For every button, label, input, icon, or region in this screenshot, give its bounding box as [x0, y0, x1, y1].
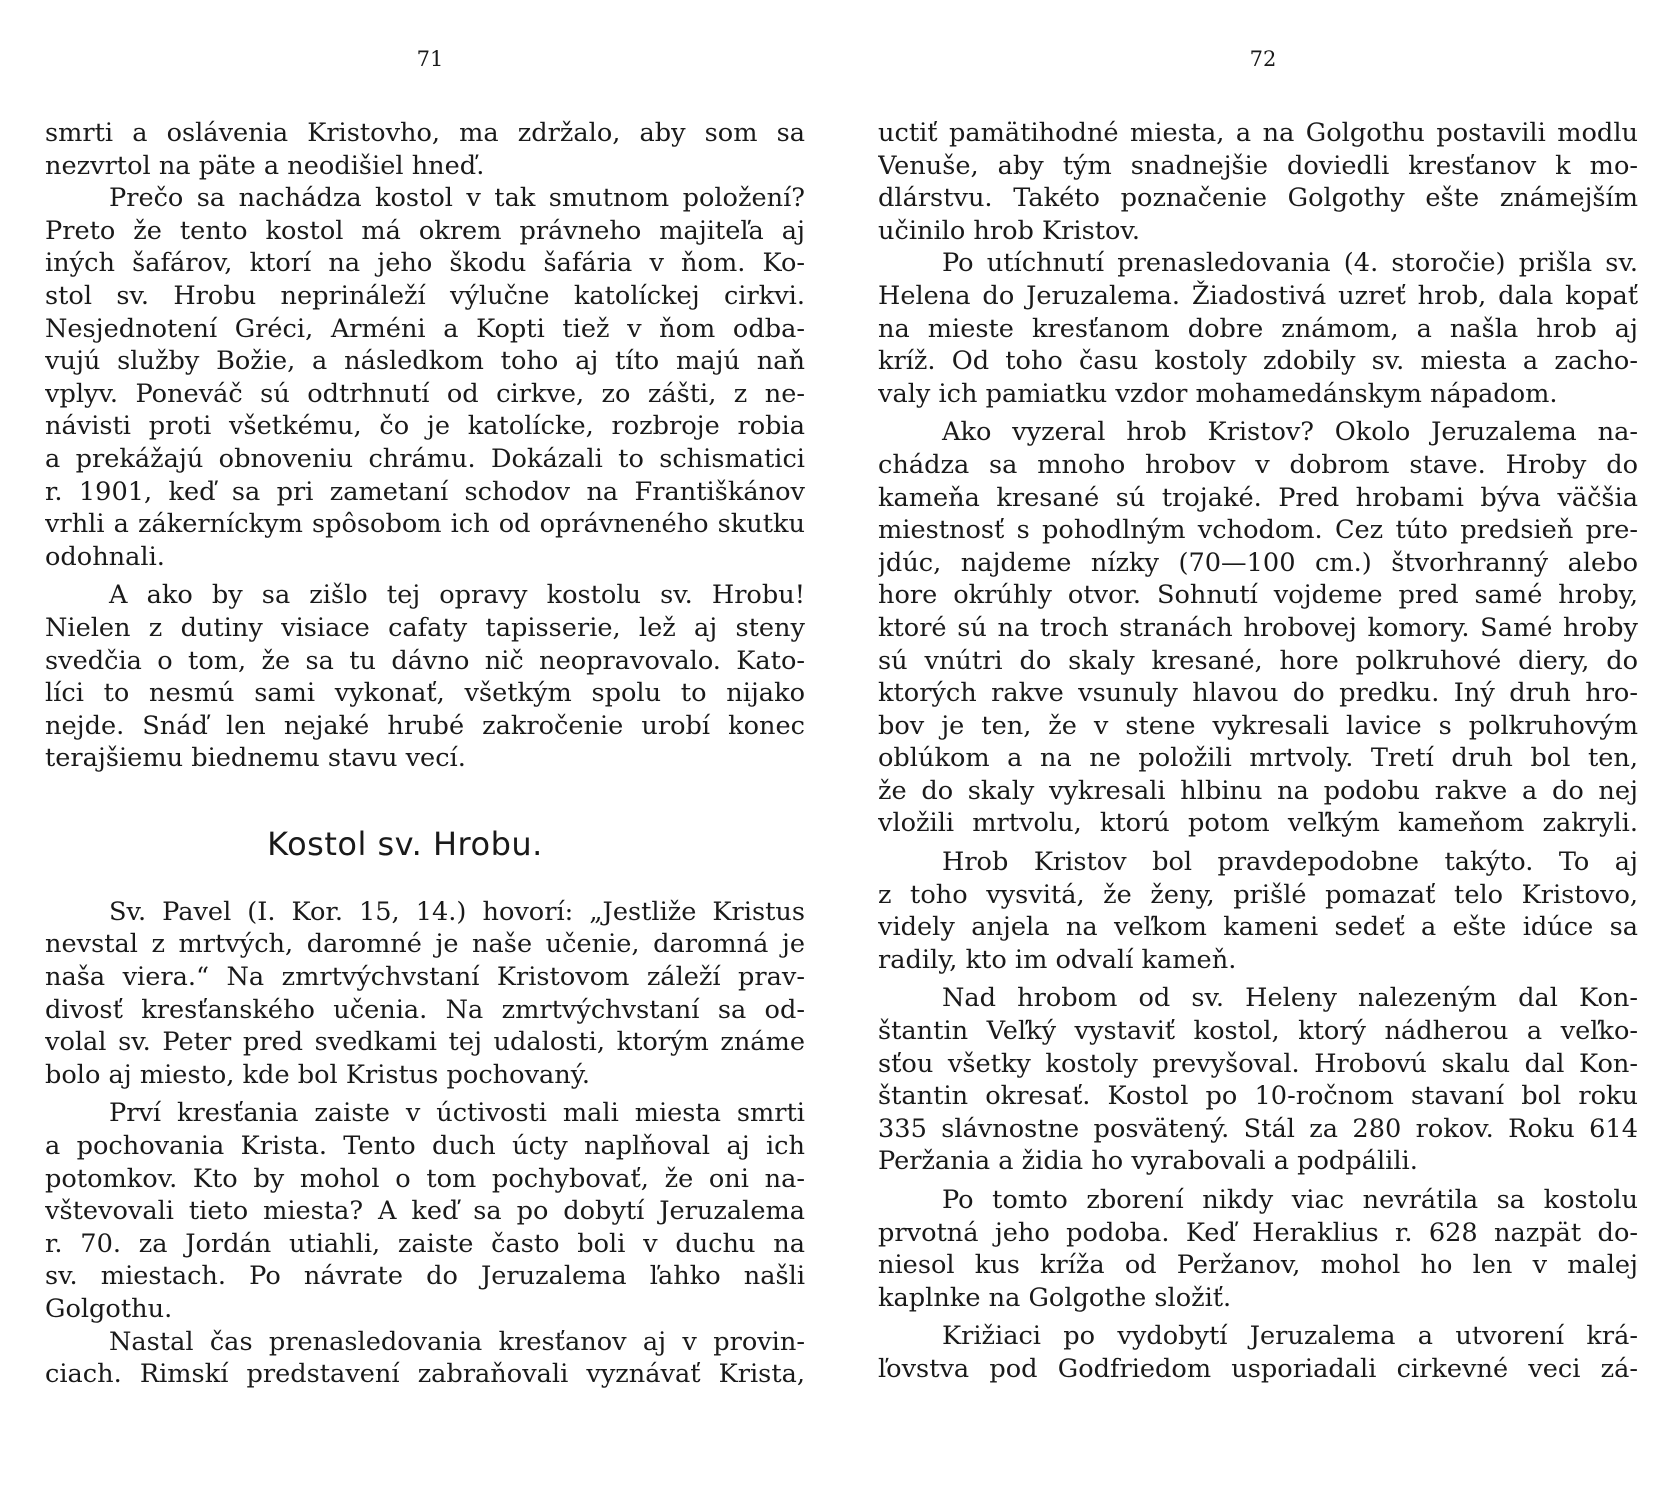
text-line: hore okrúhly otvor. Sohnutí vojdeme pred samé hroby,: [878, 580, 1638, 611]
text-line: iných šafárov, ktorí na jeho škodu šafária v ňom. Ko-: [45, 248, 805, 279]
text-line: štantin Veľký vystaviť kostol, ktorý nádherou a veľko-: [878, 1016, 1638, 1047]
text-line: divosť kresťanského učenia. Na zmrtvýchvstaní sa od-: [45, 994, 805, 1025]
text-line: a prekážajú obnoveniu chrámu. Dokázali to schismatici: [45, 443, 805, 474]
text-line: valy ich pamiatku vzdor mohamedánskym nápadom.: [878, 378, 1558, 409]
text-line: 335 slávnostne posvätený. Stál za 280 rokov. Roku 614: [878, 1113, 1638, 1144]
text-line: ľovstva pod Godfriedom usporiadali cirkevné veci zá-: [878, 1353, 1638, 1384]
paragraph: [878, 982, 1638, 1178]
text-line: terajšiemu biednemu stavu vecí.: [45, 743, 466, 774]
text-line: dlárstvu. Takéto poznačenie Golgothy ešte známejším: [878, 183, 1638, 214]
text-line: videly anjela na veľkom kameni sedeť a ešte idúce sa: [878, 912, 1638, 943]
text-line: nevstal z mrtvých, daromné je naše učenie, daromná je: [45, 929, 805, 960]
text-line: kameňa kresané sú trojaké. Pred hrobami býva väčšia: [878, 482, 1638, 513]
text-line: sťou všetky kostoly prevyšoval. Hrobovú skalu dal Kon-: [878, 1048, 1638, 1079]
paragraph: [45, 182, 805, 573]
text-line: jdúc, najdeme nízky (70—100 cm.) štvorhranný alebo: [878, 547, 1638, 578]
text-line: r. 1901, keď sa pri zametaní schodov na Františkánov: [45, 476, 805, 507]
text-line: svedčia o tom, že sa tu dávno nič neopravovalo. Kato-: [45, 645, 805, 676]
page-body: [45, 117, 805, 1391]
page-left: [45, 0, 805, 1500]
text-line: naša viera.“ Na zmrtvýchvstaní Kristovom záleží prav-: [45, 962, 805, 993]
text-line: Prečo sa nachádza kostol v tak smutnom položení?: [109, 183, 805, 214]
paragraph: [45, 1097, 805, 1325]
section-heading: Kostol sv. Hrobu.: [267, 824, 543, 863]
paragraph: [878, 1320, 1638, 1385]
text-line: bov je ten, že v stene vykresali lavice s polkruhovým: [878, 710, 1638, 741]
text-line: Golgothu.: [45, 1294, 173, 1324]
text-line: Helena do Jeruzalema. Žiadostivá uzreť hrob, dala kopať: [878, 280, 1638, 311]
text-line: ktorých rakve vsunuly hlavou do predku. Iný druh hro-: [878, 678, 1638, 709]
text-line: radily, kto im odvalí kameň.: [878, 944, 1237, 975]
text-line: ciach. Rimskí predstavení zabraňovali vyznávať Krista,: [45, 1359, 805, 1390]
paragraph: [45, 579, 805, 775]
paragraph: [45, 1326, 805, 1391]
paragraph: [878, 247, 1638, 410]
text-line: že do skaly vykresali hlbinu na podobu rakve a do nej: [878, 775, 1638, 806]
text-line: líci to nesmú sami vykonať, všetkým spolu to nijako: [45, 678, 805, 709]
text-line: vrhli a zákerníckym spôsobom ich od oprávneného skutku: [45, 509, 805, 540]
text-line: stol sv. Hrobu neprináleží výlučne katolíckej cirkvi.: [45, 280, 805, 311]
text-line: odohnali.: [45, 541, 165, 572]
text-line: učinilo hrob Kristov.: [878, 215, 1140, 246]
text-line: sv. miestach. Po návrate do Jeruzalema ľahko našli: [45, 1261, 805, 1292]
text-line: oblúkom a na ne položili mrtvoly. Tretí druh bol ten,: [878, 743, 1638, 774]
text-line: vložili mrtvolu, ktorú potom veľkým kameňom zakryli.: [878, 808, 1638, 839]
paragraph: [878, 117, 1638, 247]
text-line: Nielen z dutiny visiace cafaty tapisserie, lež aj steny: [45, 612, 805, 643]
text-line: Ako vyzeral hrob Kristov? Okolo Jeruzalema na-: [942, 417, 1638, 448]
text-line: Križiaci po vydobytí Jeruzalema a utvorení krá-: [942, 1321, 1638, 1352]
text-line: vštevovali tieto miesta? A keď sa po dobytí Jeruzalema: [45, 1196, 805, 1227]
text-line: Sv. Pavel (I. Kor. 15, 14.) hovorí: „Jestliže Kristus: [109, 896, 805, 927]
text-line: nejde. Snáď len nejaké hrubé zakročenie urobí konec: [45, 710, 805, 741]
text-line: A ako by sa zišlo tej opravy kostolu sv. Hrobu!: [109, 580, 805, 611]
text-line: z toho vysvitá, že ženy, prišlé pomazať telo Kristovo,: [878, 879, 1638, 910]
text-line: niesol kus kríža od Peržanov, mohol ho len v malej: [878, 1250, 1638, 1281]
text-line: Nad hrobom od sv. Heleny nalezeným dal Kon-: [942, 983, 1638, 1014]
text-line: kríž. Od toho času kostoly zdobily sv. miesta a zacho-: [878, 346, 1638, 377]
text-line: vujú služby Božie, a následkom toho aj títo majú naň: [45, 346, 805, 377]
text-line: štantin okresať. Kostol po 10-ročnom stavaní bol roku: [878, 1081, 1638, 1112]
page-body: [878, 117, 1638, 1386]
text-line: volal sv. Peter pred svedkami tej udalosti, ktorým známe: [45, 1027, 805, 1058]
text-line: Nastal čas prenasledovania kresťanov aj v provin-: [109, 1326, 805, 1357]
text-line: r. 70. za Jordán utiahli, zaiste často boli v duchu na: [45, 1228, 805, 1259]
page-number: 72: [1249, 47, 1277, 71]
text-line: sú vnútri do skaly kresané, hore polkruhové diery, do: [878, 645, 1638, 676]
text-line: Nesjednotení Gréci, Arméni a Kopti tiež v ňom odba-: [45, 313, 805, 344]
text-line: ktoré sú na troch stranách hrobovej komory. Samé hroby: [878, 612, 1638, 643]
text-line: návisti proti všetkému, čo je katolícke, rozbroje robia: [45, 411, 805, 442]
text-line: smrti a oslávenia Kristovho, ma zdržalo, aby som sa: [45, 118, 805, 148]
text-line: uctiť pamätihodné miesta, a na Golgothu postavili modlu: [878, 118, 1638, 148]
page-right: [878, 0, 1638, 1500]
paragraph: [45, 896, 805, 1092]
text-line: bolo aj miesto, kde bol Kristus pochovaný.: [45, 1059, 590, 1090]
text-line: Peržania a židia ho vyrabovali a podpálili.: [878, 1146, 1418, 1177]
text-line: na mieste kresťanom dobre známom, a našla hrob aj: [878, 313, 1638, 344]
paragraph: [878, 1184, 1638, 1314]
text-line: Po tomto zborení nikdy viac nevrátila sa kostolu: [942, 1185, 1638, 1215]
text-line: potomkov. Kto by mohol o tom pochybovať, že oni na-: [45, 1163, 805, 1194]
text-line: Preto že tento kostol má okrem právneho majiteľa aj: [45, 215, 805, 246]
text-line: Venuše, aby tým snadnejšie doviedli kresťanov k mo-: [878, 150, 1638, 181]
text-line: kaplnke na Golgothe složiť.: [878, 1282, 1232, 1313]
text-line: chádza sa mnoho hrobov v dobrom stave. Hroby do: [878, 449, 1638, 480]
text-line: vplyv. Poneváč sú odtrhnutí od cirkve, zo zášti, z ne-: [45, 378, 805, 409]
text-line: a pochovania Krista. Tento duch úcty naplňoval aj ich: [45, 1131, 805, 1162]
page-number: 71: [416, 47, 444, 71]
paragraph: [878, 846, 1638, 976]
paragraph: [878, 416, 1638, 840]
text-line: nezvrtol na päte a neodišiel hneď.: [45, 150, 485, 181]
text-line: Prví kresťania zaiste v úctivosti mali miesta smrti: [109, 1098, 805, 1129]
text-line: miestnosť s pohodlným vchodom. Cez túto predsieň pre-: [878, 515, 1638, 546]
paragraph: [45, 117, 805, 182]
text-line: Hrob Kristov bol pravdepodobne takýto. To aj: [942, 847, 1638, 878]
text-line: prvotná jeho podoba. Keď Heraklius r. 628 nazpät do-: [878, 1217, 1638, 1248]
text-line: Po utíchnutí prenasledovania (4. storočie) prišla sv.: [942, 248, 1638, 279]
